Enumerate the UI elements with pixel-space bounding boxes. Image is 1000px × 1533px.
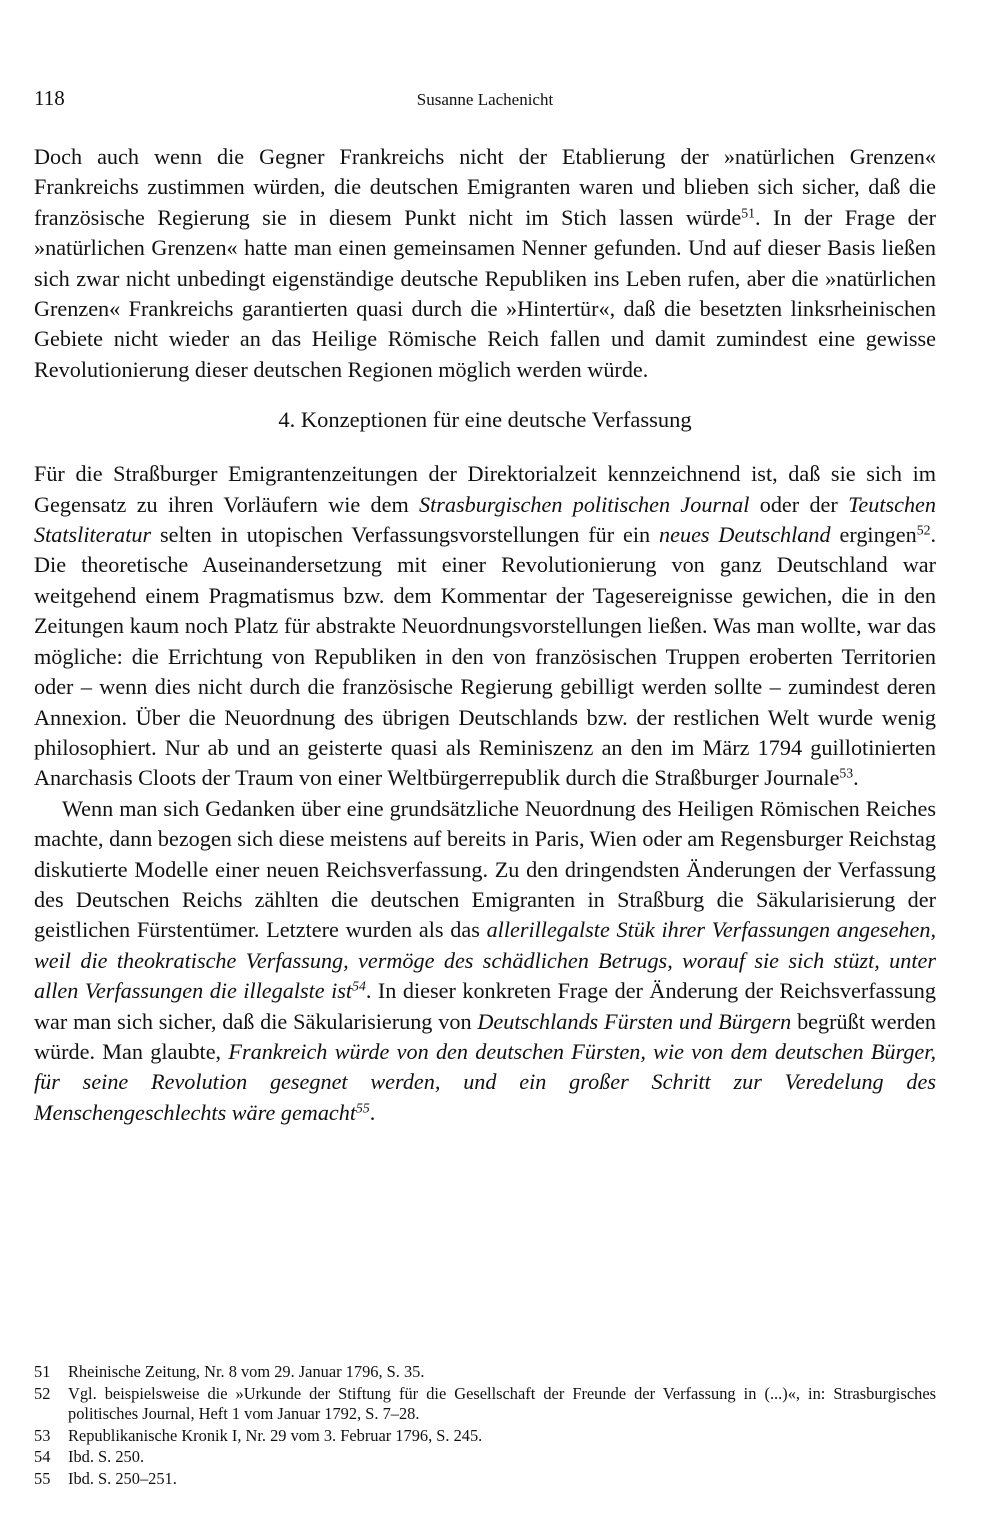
- footnote-ref: 55: [356, 1100, 370, 1116]
- italic-text: Teutschen Statsliteratur: [34, 491, 937, 548]
- footnote-ref: 53: [839, 765, 854, 781]
- footnote-number: 54: [34, 1447, 51, 1466]
- footnote-ref: 51: [741, 205, 756, 221]
- text-run: Für die Straßburger Emigrantenzeitungen der Direktorialzeit kennzeichnend ist, daß sie sich im Gegensatz zu ihren Vorläufern wie dem: [34, 461, 936, 517]
- footnote-ref: 54: [352, 978, 366, 994]
- paragraph-2: [34, 459, 936, 793]
- text-run: ergingen: [830, 522, 917, 548]
- italic-text: neues Deutschland: [659, 522, 831, 548]
- text-run: Wenn man sich Gedanken über eine grundsätzliche Neuordnung des Heiligen Römischen Reiches machte, dann bezogen sich diese meistens auf bereits in Paris, Wien oder am Regensburger Reichstag diskutierte Modelle einer neuen Reichsverfassung. Zu den dringendsten Änderungen der Verfassung des Deutschen Reichs zählten die deutschen Emigranten in Straßburg die Säkularisierung der geistlichen Fürstentümer. Letztere wurden als das: [34, 795, 936, 943]
- footnote: [34, 1384, 936, 1425]
- footnotes: [34, 1362, 936, 1490]
- text-run: oder der: [749, 491, 849, 517]
- footnote-text: Ibd. S. 250–251.: [68, 1468, 177, 1488]
- footnote-number: 53: [34, 1425, 51, 1445]
- text-run: selten in utopischen Verfassungsvorstellungen für ein: [151, 522, 660, 548]
- italic-text: Frankreich würde von den deutschen Fürsten, wie von dem deutschen Bürger, für seine Revolution gesegnet werden, und ein großer Schritt zur Veredelung des Menschengeschlechts wäre gemacht: [34, 1038, 936, 1125]
- italic-text: Strasburgischen politischen Journal: [419, 491, 750, 517]
- paragraph-1: [34, 142, 936, 385]
- footnote-number: 52: [34, 1383, 51, 1403]
- footnote-text: Vgl. beispielsweise die »Urkunde der Stiftung für die Gesellschaft der Freunde der Verfassung in (...)«, in: Strasburgisches politisches Journal, Heft 1 vom Januar 1792, S. 7–28.: [68, 1383, 936, 1423]
- body-text: [34, 142, 936, 1128]
- page-number: 118: [34, 86, 65, 110]
- footnote-number: 55: [34, 1468, 51, 1488]
- italic-text: allerillegalste Stük ihrer Verfassungen angesehen, weil die theokratische Verfassung, vermöge des schädlichen Betrugs, worauf sie sich stüzt, unter allen Verfassungen die illegalste ist: [34, 917, 936, 1004]
- page-header: [34, 86, 936, 116]
- section-heading: 4. Konzeptionen für eine deutsche Verfassung: [278, 407, 692, 433]
- running-head: Susanne Lachenicht: [416, 90, 554, 109]
- text-run: .: [369, 1099, 376, 1125]
- footnote: [34, 1469, 936, 1490]
- text-run: . In dieser konkreten Frage der Änderung der Reichsverfassung war man sich sicher, daß die Säkularisierung von: [34, 978, 936, 1034]
- text-run: begrüßt werden würde. Man glaubte,: [34, 1008, 937, 1064]
- footnote-ref: 52: [916, 522, 931, 538]
- text-run: .: [853, 765, 859, 791]
- footnote-text: Ibd. S. 250.: [68, 1447, 145, 1466]
- italic-text: Deutschlands Fürsten und Bürgern: [477, 1008, 792, 1034]
- footnote: [34, 1362, 936, 1383]
- text-run: . Die theoretische Auseinandersetzung mit einer Revolutionierung von ganz Deutschland war weitgehend einem Pragmatismus bzw. dem Kommentar der Tagesereignisse gewichen, die in den Zeitungen kaum noch Platz für abstrakte Neuordnungsvorstellungen ließen. Was man wollte, war das mögliche: die Errichtung von Republiken in den von französischen Truppen eroberten Territorien oder – wenn dies nicht durch die französische Regierung gebilligt werden sollte – zumindest deren Annexion. Über die Neuordnung des übrigen Deutschlands bzw. der restlichen Welt wurde wenig philosophiert. Nur ab und an geisterte quasi als Reminiszenz an den im März 1794 guillotinierten Anarchasis Cloots der Traum von einer Weltbürgerrepublik durch die Straßburger Journale: [34, 522, 936, 791]
- text-run: Doch auch wenn die Gegner Frankreichs nicht der Etablierung der »natürlichen Grenzen« Frankreichs zustimmen würden, die deutschen Emigranten waren und blieben sich sicher, daß die französische Regierung sie in diesem Punkt nicht im Stich lassen würde: [34, 144, 936, 230]
- footnote: [34, 1447, 936, 1468]
- paragraph-3: [34, 794, 936, 1128]
- footnote-number: 51: [34, 1362, 51, 1381]
- text-run: . In der Frage der »natürlichen Grenzen« hatte man einen gemeinsamen Nenner gefunden. Und auf dieser Basis ließen sich zwar nicht unbedingt eigenständige deutsche Republiken ins Leben rufen, aber die »natürlichen Grenzen« Frankreichs garantierten quasi durch die »Hintertür«, daß die besetzten linksrheinischen Gebiete nicht wieder an das Heilige Römische Reich fallen und damit zumindest eine gewisse Revolutionierung dieser deutschen Regionen möglich werden würde.: [34, 204, 936, 382]
- footnote-text: Rheinische Zeitung, Nr. 8 vom 29. Januar 1796, S. 35.: [68, 1362, 425, 1381]
- footnote: [34, 1426, 936, 1447]
- footnote-text: Republikanische Kronik I, Nr. 29 vom 3. Februar 1796, S. 245.: [68, 1425, 483, 1445]
